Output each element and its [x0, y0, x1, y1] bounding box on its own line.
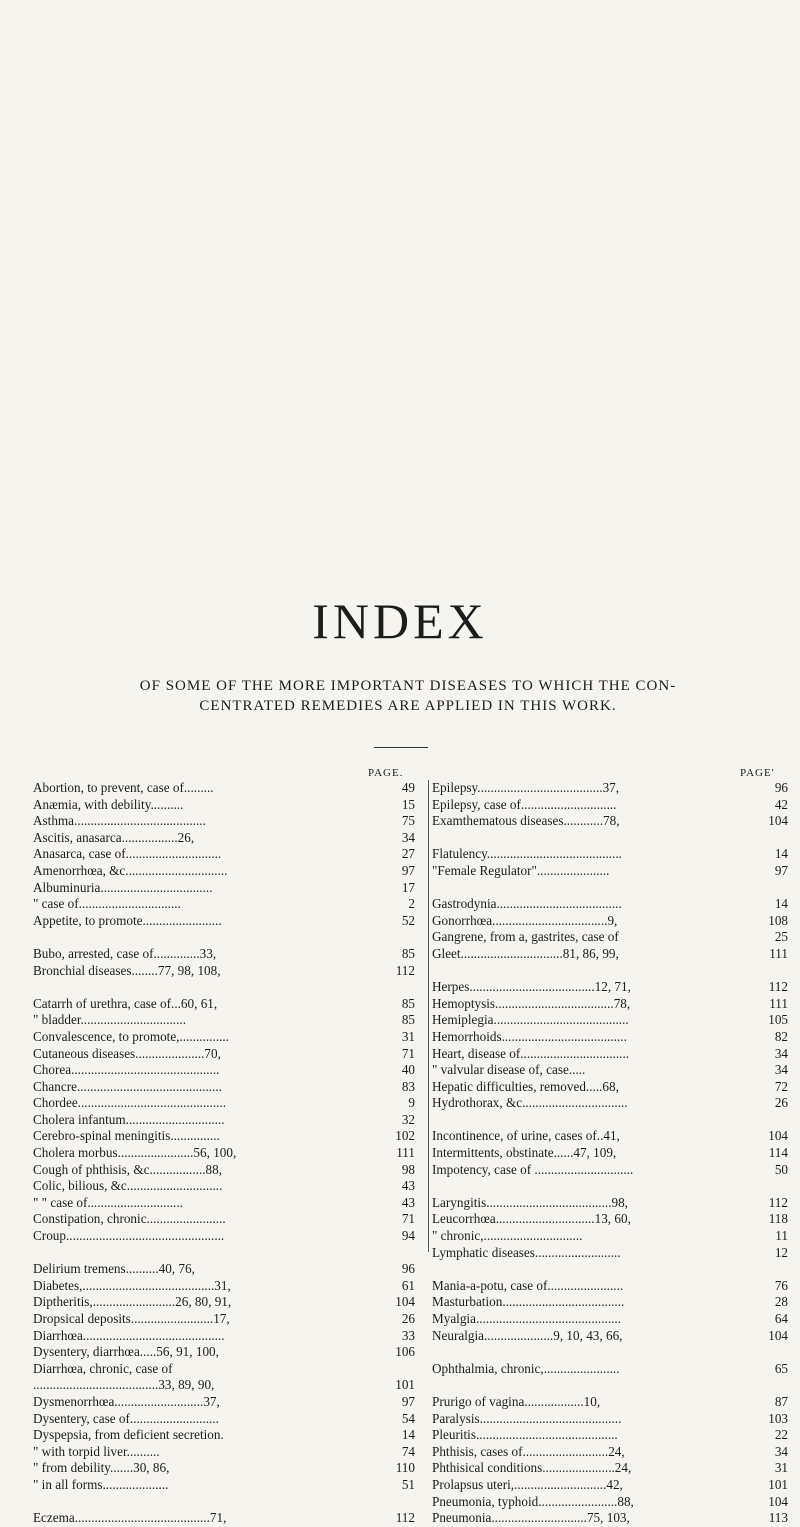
entry-page: 25: [774, 929, 788, 945]
entry-page: 118: [768, 1211, 788, 1227]
left-index-entry: [33, 1012, 415, 1029]
index-gap: [432, 880, 788, 897]
left-index-entry: [33, 1128, 415, 1145]
index-gap: [33, 929, 415, 946]
index-gap: [432, 1178, 788, 1195]
right-index-entry: [432, 1394, 788, 1411]
left-index-column: [33, 780, 415, 1527]
entry-text: Prurigo of vagina..................10,: [432, 1393, 601, 1409]
entry-page: 85: [401, 995, 415, 1011]
entry-text: Albuminuria..................................: [33, 879, 213, 895]
entry-page: 105: [768, 1012, 788, 1028]
entry-page: 54: [401, 1410, 415, 1426]
entry-page: 65: [774, 1360, 788, 1376]
left-index-entry: [33, 1377, 415, 1394]
entry-text: Anæmia, with debility..........: [33, 796, 184, 812]
entry-page: 103: [768, 1410, 788, 1426]
entry-page: 114: [768, 1145, 788, 1161]
entry-text: Cholera infantum..............................: [33, 1111, 225, 1127]
entry-page: 22: [774, 1427, 788, 1443]
entry-text: Asthma........................................: [33, 813, 206, 829]
entry-page: 34: [774, 1443, 788, 1459]
right-index-entry: [432, 1477, 788, 1494]
entry-page: 104: [768, 813, 788, 829]
right-index-entry: [432, 1029, 788, 1046]
left-index-entry: [33, 780, 415, 797]
entry-text: Croup................................................: [33, 1228, 225, 1244]
entry-text: Gastrodynia......................................: [432, 896, 622, 912]
entry-page: 40: [401, 1062, 415, 1078]
entry-text: Appetite, to promote........................: [33, 912, 222, 928]
entry-text: Chordee.............................................: [33, 1095, 227, 1111]
left-index-entry: [33, 1046, 415, 1063]
entry-text: Pneumonia.............................75, 103,: [432, 1510, 630, 1526]
right-index-entry: [432, 996, 788, 1013]
entry-text: Paralysis...........................................: [432, 1410, 622, 1426]
entry-text: Myalgia............................................: [432, 1311, 622, 1326]
entry-text: Cough of phthisis, &c.................88,: [33, 1161, 223, 1177]
index-gap: [33, 1245, 415, 1262]
right-index-entry: [432, 1278, 788, 1295]
left-index-entry: [33, 1311, 415, 1328]
entry-page: 14: [774, 846, 788, 862]
entry-page: 12: [774, 1244, 788, 1260]
right-index-entry: [432, 929, 788, 946]
entry-text: Incontinence, of urine, cases of..41,: [432, 1128, 620, 1144]
entry-text: " bladder................................: [33, 1012, 186, 1028]
entry-page: 101: [395, 1377, 415, 1393]
entry-text: Dysmenorrhœa...........................37,: [33, 1393, 220, 1409]
right-index-entry: [432, 946, 788, 963]
left-index-entry: [33, 1328, 415, 1345]
left-index-entry: [33, 1477, 415, 1494]
entry-page: 108: [768, 912, 788, 928]
entry-text: Hemiplegia.........................................: [432, 1012, 629, 1028]
entry-page: 17: [401, 879, 415, 895]
right-column-header: PAGE': [740, 767, 775, 779]
entry-text: Diarrhœa...........................................: [33, 1327, 225, 1343]
entry-page: 50: [774, 1161, 788, 1177]
entry-page: 9: [408, 1095, 415, 1111]
left-index-entry: [33, 1444, 415, 1461]
entry-text: Herpes......................................12, 71,: [432, 979, 631, 995]
left-index-entry: [33, 1211, 415, 1228]
right-index-entry: [432, 1444, 788, 1461]
right-index-entry: [432, 1361, 788, 1378]
entry-text: Intermittents, obstinate......47, 109,: [432, 1145, 617, 1161]
index-gap: [432, 1377, 788, 1394]
left-index-entry: [33, 1162, 415, 1179]
left-index-entry: [33, 797, 415, 814]
entry-text: Lymphatic diseases..........................: [432, 1244, 621, 1260]
right-index-entry: [432, 1162, 788, 1179]
entry-page: 15: [401, 796, 415, 812]
left-index-entry: [33, 813, 415, 830]
entry-page: 104: [768, 1327, 788, 1343]
entry-page: 33: [401, 1327, 415, 1343]
left-index-entry: [33, 1145, 415, 1162]
entry-text: Cutaneous diseases.....................70,: [33, 1045, 221, 1061]
left-index-entry: [33, 1079, 415, 1096]
right-index-entry: [432, 1195, 788, 1212]
entry-text: Amenorrhœa, &c...............................: [33, 862, 228, 878]
entry-page: 51: [401, 1476, 415, 1492]
right-index-entry: [432, 1145, 788, 1162]
right-index-entry: [432, 1460, 788, 1477]
entry-text: " in all forms....................: [33, 1476, 169, 1492]
entry-page: 112: [395, 962, 415, 978]
entry-page: 72: [774, 1078, 788, 1094]
entry-page: 98: [401, 1161, 415, 1177]
entry-text: " " case of.............................: [33, 1194, 183, 1210]
right-index-entry: [432, 1411, 788, 1428]
entry-page: 94: [401, 1228, 415, 1244]
entry-text: Bubo, arrested, case of..............33,: [33, 945, 217, 961]
entry-page: 34: [401, 829, 415, 845]
entry-page: 83: [401, 1078, 415, 1094]
right-index-entry: [432, 813, 788, 830]
left-index-entry: [33, 963, 415, 980]
left-index-entry: [33, 1195, 415, 1212]
right-index-entry: [432, 913, 788, 930]
entry-text: Impotency, case of ..............................: [432, 1161, 634, 1177]
right-index-entry: [432, 1062, 788, 1079]
entry-text: Mania-a-potu, case of.......................: [432, 1277, 624, 1293]
entry-page: 82: [774, 1028, 788, 1044]
right-index-entry: [432, 896, 788, 913]
right-index-entry: [432, 1012, 788, 1029]
subtitle-line-1: OF SOME OF THE MORE IMPORTANT DISEASES TO WHICH THE CON-: [139, 678, 677, 694]
entry-page: 85: [401, 1012, 415, 1028]
entry-text: Pleuritis...........................................: [432, 1427, 618, 1443]
entry-text: Catarrh of urethra, case of...60, 61,: [33, 995, 218, 1011]
right-index-entry: [432, 780, 788, 797]
page-title: INDEX: [312, 593, 488, 649]
right-index-entry: [432, 1494, 788, 1511]
entry-text: Dropsical deposits.........................17,: [33, 1311, 230, 1326]
entry-page: 85: [401, 945, 415, 961]
entry-text: " valvular disease of, case.....: [432, 1062, 586, 1078]
left-index-entry: [33, 946, 415, 963]
entry-text: Gangrene, from a, gastrites, case of: [432, 929, 619, 945]
entry-page: 97: [401, 862, 415, 878]
index-gap: [33, 1494, 415, 1511]
left-index-entry: [33, 1278, 415, 1295]
left-index-entry: [33, 996, 415, 1013]
entry-page: 111: [396, 1145, 415, 1161]
subtitle-line-2: CENTRATED REMEDIES ARE APPLIED IN THIS WORK.: [199, 698, 617, 714]
right-index-entry: [432, 1294, 788, 1311]
right-index-entry: [432, 1311, 788, 1328]
left-index-entry: [33, 1394, 415, 1411]
entry-page: 71: [401, 1211, 415, 1227]
right-index-column: [432, 780, 788, 1527]
entry-text: Examthematous diseases............78,: [432, 813, 620, 829]
entry-page: 87: [774, 1393, 788, 1409]
left-index-entry: [33, 830, 415, 847]
entry-page: 11: [775, 1228, 788, 1244]
entry-page: 96: [401, 1261, 415, 1277]
left-index-entry: [33, 1361, 415, 1378]
column-divider: [428, 780, 429, 1252]
title-rule: [374, 747, 428, 748]
entry-text: Laryngitis......................................98,: [432, 1194, 628, 1210]
entry-text: Bronchial diseases........77, 98, 108,: [33, 962, 221, 978]
entry-text: Diabetes,........................................31,: [33, 1277, 231, 1293]
entry-page: 71: [401, 1045, 415, 1061]
entry-page: 14: [774, 896, 788, 912]
right-index-entry: [432, 1228, 788, 1245]
subtitle: [58, 676, 758, 716]
index-gap: [432, 1344, 788, 1361]
entry-text: " from debility.......30, 86,: [33, 1460, 170, 1476]
entry-text: Phthisis, cases of..........................24,: [432, 1443, 625, 1459]
left-index-entry: [33, 846, 415, 863]
left-index-entry: [33, 1460, 415, 1477]
entry-text: Dyspepsia, from deficient secretion.: [33, 1427, 224, 1443]
left-index-entry: [33, 1427, 415, 1444]
entry-page: 101: [768, 1476, 788, 1492]
entry-text: ......................................33, 89, 90,: [33, 1377, 215, 1393]
entry-text: Ophthalmia, chronic,.......................: [432, 1360, 620, 1376]
index-gap: [432, 1261, 788, 1278]
left-index-entry: [33, 1112, 415, 1129]
entry-page: 49: [401, 780, 415, 795]
entry-text: "Female Regulator"......................: [432, 862, 610, 878]
right-index-entry: [432, 863, 788, 880]
entry-text: Colic, bilious, &c.............................: [33, 1178, 223, 1194]
right-index-entry: [432, 1245, 788, 1262]
entry-page: 97: [401, 1393, 415, 1409]
left-index-entry: [33, 863, 415, 880]
entry-page: 111: [769, 945, 788, 961]
left-column-header: PAGE.: [368, 767, 404, 779]
entry-text: Diarrhœa, chronic, case of: [33, 1360, 173, 1376]
entry-page: 43: [401, 1194, 415, 1210]
left-index-entry: [33, 1029, 415, 1046]
left-index-entry: [33, 913, 415, 930]
entry-page: 97: [774, 862, 788, 878]
entry-text: Cholera morbus.......................56, 100,: [33, 1145, 237, 1161]
entry-page: 31: [401, 1028, 415, 1044]
entry-page: 2: [408, 896, 415, 912]
entry-text: Dysentery, diarrhœa.....56, 91, 100,: [33, 1344, 219, 1360]
left-index-entry: [33, 1411, 415, 1428]
index-gap: [432, 1112, 788, 1129]
entry-text: " case of...............................: [33, 896, 181, 912]
entry-page: 104: [395, 1294, 415, 1310]
entry-page: 34: [774, 1062, 788, 1078]
entry-page: 111: [769, 995, 788, 1011]
left-index-entry: [33, 1228, 415, 1245]
entry-page: 96: [774, 780, 788, 795]
right-index-entry: [432, 1328, 788, 1345]
entry-text: Hemoptysis....................................78,: [432, 995, 631, 1011]
entry-text: Neuralgia.....................9, 10, 43, 66,: [432, 1327, 623, 1343]
right-index-entry: [432, 797, 788, 814]
right-index-entry: [432, 1079, 788, 1096]
entry-text: Masturbation.....................................: [432, 1294, 625, 1310]
right-index-entry: [432, 1211, 788, 1228]
index-gap: [33, 979, 415, 996]
entry-page: 32: [401, 1111, 415, 1127]
right-index-entry: [432, 846, 788, 863]
entry-text: Cerebro-spinal meningitis...............: [33, 1128, 220, 1144]
entry-text: Chancre............................................: [33, 1078, 222, 1094]
left-index-entry: [33, 1261, 415, 1278]
entry-page: 106: [395, 1344, 415, 1360]
entry-page: 104: [768, 1128, 788, 1144]
entry-text: Flatulency.........................................: [432, 846, 622, 862]
entry-text: " with torpid liver..........: [33, 1443, 160, 1459]
entry-text: Hydrothorax, &c................................: [432, 1095, 628, 1111]
left-index-entry: [33, 1095, 415, 1112]
entry-page: 26: [401, 1311, 415, 1326]
entry-text: Diptheritis,.........................26, 80, 91,: [33, 1294, 232, 1310]
entry-text: Chorea.............................................: [33, 1062, 220, 1078]
entry-page: 112: [395, 1510, 415, 1526]
entry-text: Convalescence, to promote,...............: [33, 1028, 229, 1044]
index-gap: [432, 830, 788, 847]
entry-page: 31: [774, 1460, 788, 1476]
right-index-entry: [432, 1095, 788, 1112]
left-index-entry: [33, 1344, 415, 1361]
entry-page: 110: [395, 1460, 415, 1476]
entry-page: 52: [401, 912, 415, 928]
entry-page: 14: [401, 1427, 415, 1443]
entry-text: Epilepsy......................................37,: [432, 780, 620, 795]
entry-text: Ascitis, anasarca.................26,: [33, 829, 195, 845]
entry-text: Anasarca, case of.............................: [33, 846, 222, 862]
right-index-entry: [432, 1128, 788, 1145]
entry-text: Abortion, to prevent, case of.........: [33, 780, 214, 795]
right-index-entry: [432, 1510, 788, 1527]
entry-page: [383, 1361, 415, 1378]
entry-text: Epilepsy, case of.............................: [432, 796, 617, 812]
entry-text: Phthisical conditions......................24,: [432, 1460, 632, 1476]
index-gap: [432, 963, 788, 980]
entry-text: Delirium tremens..........40, 76,: [33, 1261, 195, 1277]
entry-page: 102: [395, 1128, 415, 1144]
right-index-entry: [432, 1427, 788, 1444]
entry-text: " chronic,..............................: [432, 1228, 583, 1244]
entry-page: 104: [768, 1493, 788, 1509]
entry-page: 112: [768, 979, 788, 995]
entry-text: Leucorrhœa..............................13, 60,: [432, 1211, 631, 1227]
entry-text: Prolapsus uteri,............................42,: [432, 1476, 623, 1492]
entry-page: 34: [774, 1045, 788, 1061]
entry-page: 42: [774, 796, 788, 812]
entry-text: Heart, disease of.................................: [432, 1045, 630, 1061]
entry-page: 75: [401, 813, 415, 829]
entry-text: Eczema.........................................71,: [33, 1510, 227, 1526]
entry-page: 112: [768, 1194, 788, 1210]
entry-page: 64: [774, 1311, 788, 1326]
left-index-entry: [33, 1178, 415, 1195]
entry-text: Dysentery, case of...........................: [33, 1410, 219, 1426]
entry-text: Constipation, chronic........................: [33, 1211, 226, 1227]
entry-page: 43: [401, 1178, 415, 1194]
entry-page: 61: [401, 1277, 415, 1293]
entry-page: 113: [768, 1510, 788, 1526]
entry-page: 74: [401, 1443, 415, 1459]
entry-text: Gleet...............................81, 86, 99,: [432, 945, 619, 961]
entry-text: Gonorrhœa...................................9,: [432, 912, 618, 928]
entry-text: Hepatic difficulties, removed.....68,: [432, 1078, 619, 1094]
entry-page: 76: [774, 1277, 788, 1293]
entry-page: 26: [774, 1095, 788, 1111]
entry-page: 28: [774, 1294, 788, 1310]
entry-text: Hemorrhoids......................................: [432, 1028, 627, 1044]
left-index-entry: [33, 1510, 415, 1527]
entry-page: 27: [401, 846, 415, 862]
entry-text: Pneumonia, typhoid........................88,: [432, 1493, 634, 1509]
right-index-entry: [432, 1046, 788, 1063]
left-index-entry: [33, 880, 415, 897]
left-index-entry: [33, 896, 415, 913]
left-index-entry: [33, 1062, 415, 1079]
left-index-entry: [33, 1294, 415, 1311]
right-index-entry: [432, 979, 788, 996]
